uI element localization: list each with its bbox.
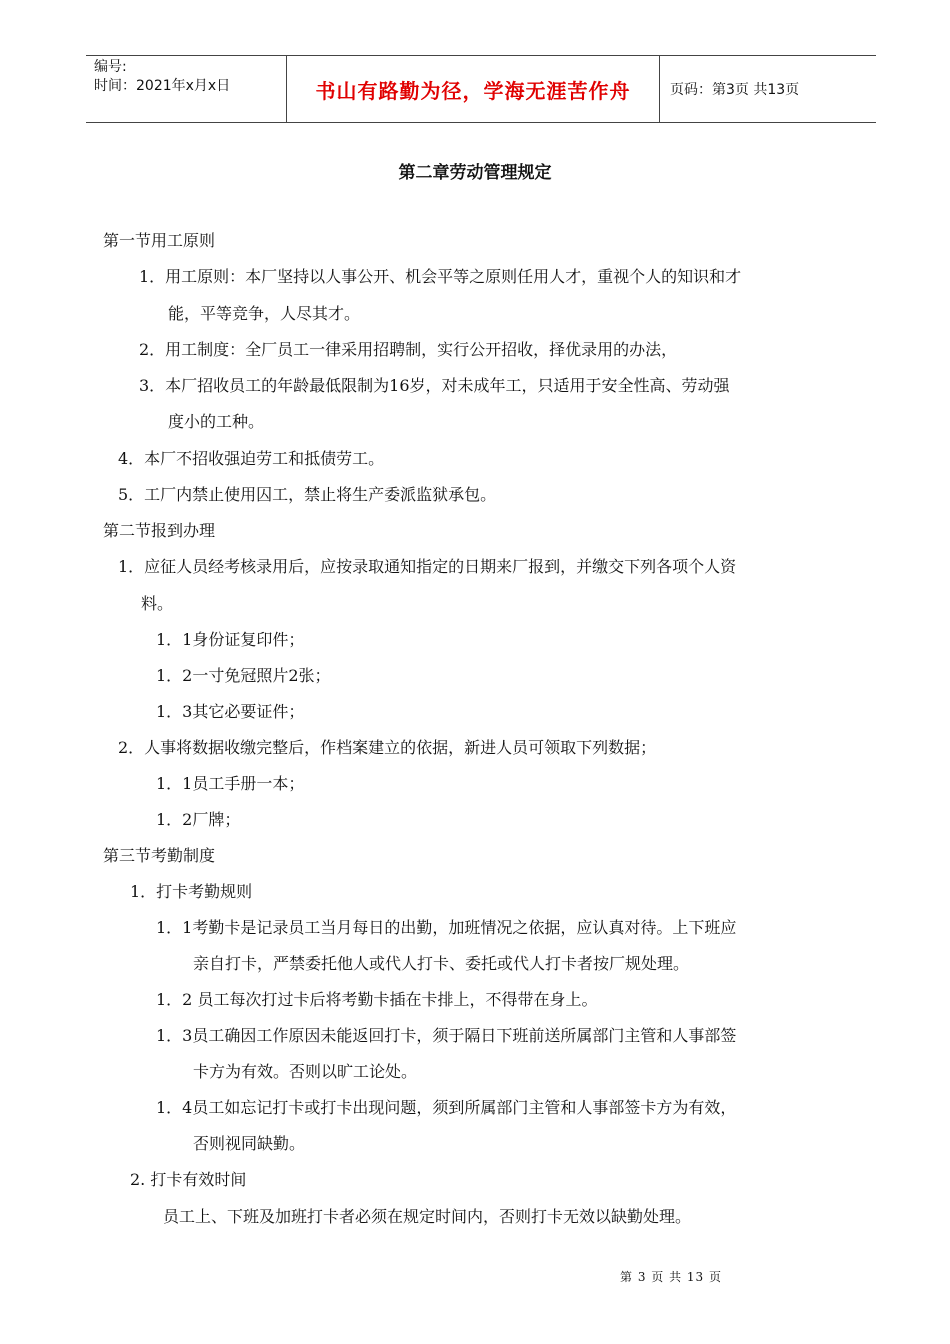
header-table: [86, 55, 876, 123]
paragraph-line: 度小的工种。: [168, 412, 265, 431]
paragraph-line: 1．1员工手册一本；: [156, 774, 305, 793]
paragraph-line: 能，平等竞争，人尽其才。: [168, 304, 361, 323]
paragraph-line: 员工上、下班及加班打卡者必须在规定时间内，否则打卡无效以缺勤处理。: [163, 1207, 692, 1226]
paragraph-line: 1．4员工如忘记打卡或打卡出现问题，须到所属部门主管和人事部签卡方为有效，: [156, 1098, 737, 1117]
paragraph-line: 2. 打卡有效时间: [130, 1170, 247, 1189]
paragraph-line: 2．用工制度：全厂员工一律采用招聘制，实行公开招收，择优录用的办法，: [139, 340, 678, 359]
section-heading: 第三节考勤制度: [103, 846, 216, 865]
section-heading: 第一节用工原则: [103, 231, 216, 250]
page-footer: 第 3 页 共 13 页: [620, 1270, 722, 1284]
header-divider: [659, 56, 660, 122]
paragraph-line: 1．3其它必要证件；: [156, 702, 305, 721]
paragraph-line: 1．打卡考勤规则: [130, 882, 253, 901]
paragraph-line: 1．2一寸免冠照片2张；: [156, 666, 331, 685]
time-label: 时间：2021年x月x日: [94, 78, 231, 94]
chapter-title: 第二章劳动管理规定: [398, 163, 552, 183]
section-heading: 第二节报到办理: [103, 521, 216, 540]
paragraph-line: 1．3员工确因工作原因未能返回打卡，须于隔日下班前送所属部门主管和人事部签: [156, 1026, 737, 1045]
paragraph-line: 否则视同缺勤。: [193, 1134, 306, 1153]
paragraph-line: 1．应征人员经考核录用后，应按录取通知指定的日期来厂报到，并缴交下列各项个人资: [118, 557, 737, 576]
paragraph-line: 5．工厂内禁止使用囚工，禁止将生产委派监狱承包。: [118, 485, 497, 504]
paragraph-line: 料。: [141, 594, 174, 613]
paragraph-line: 亲自打卡，严禁委托他人或代人打卡、委托或代人打卡者按厂规处理。: [193, 954, 690, 973]
paragraph-line: 3．本厂招收员工的年龄最低限制为16岁，对未成年工，只适用于安全性高、劳动强: [139, 376, 730, 395]
paragraph-line: 1．用工原则：本厂坚持以人事公开、机会平等之原则任用人才，重视个人的知识和才: [139, 267, 742, 286]
paragraph-line: 1．2 员工每次打过卡后将考勤卡插在卡排上，不得带在身上。: [156, 990, 598, 1009]
paragraph-line: 1．1身份证复印件；: [156, 630, 305, 649]
paragraph-line: 1．2厂牌；: [156, 810, 241, 829]
number-label: 编号:: [94, 59, 127, 75]
paragraph-line: 卡方为有效。否则以旷工论处。: [193, 1062, 418, 1081]
header-meta: [94, 58, 286, 96]
paragraph-line: 2．人事将数据收缴完整后，作档案建立的依据，新进人员可领取下列数据；: [118, 738, 657, 757]
header-page-info: 页码：第3页 共13页: [670, 82, 800, 98]
paragraph-line: 1．1考勤卡是记录员工当月每日的出勤，加班情况之依据，应认真对待。上下班应: [156, 918, 737, 937]
header-motto: 书山有路勤为径，学海无涯苦作舟: [315, 78, 631, 103]
paragraph-line: 4．本厂不招收强迫劳工和抵债劳工。: [118, 449, 385, 468]
